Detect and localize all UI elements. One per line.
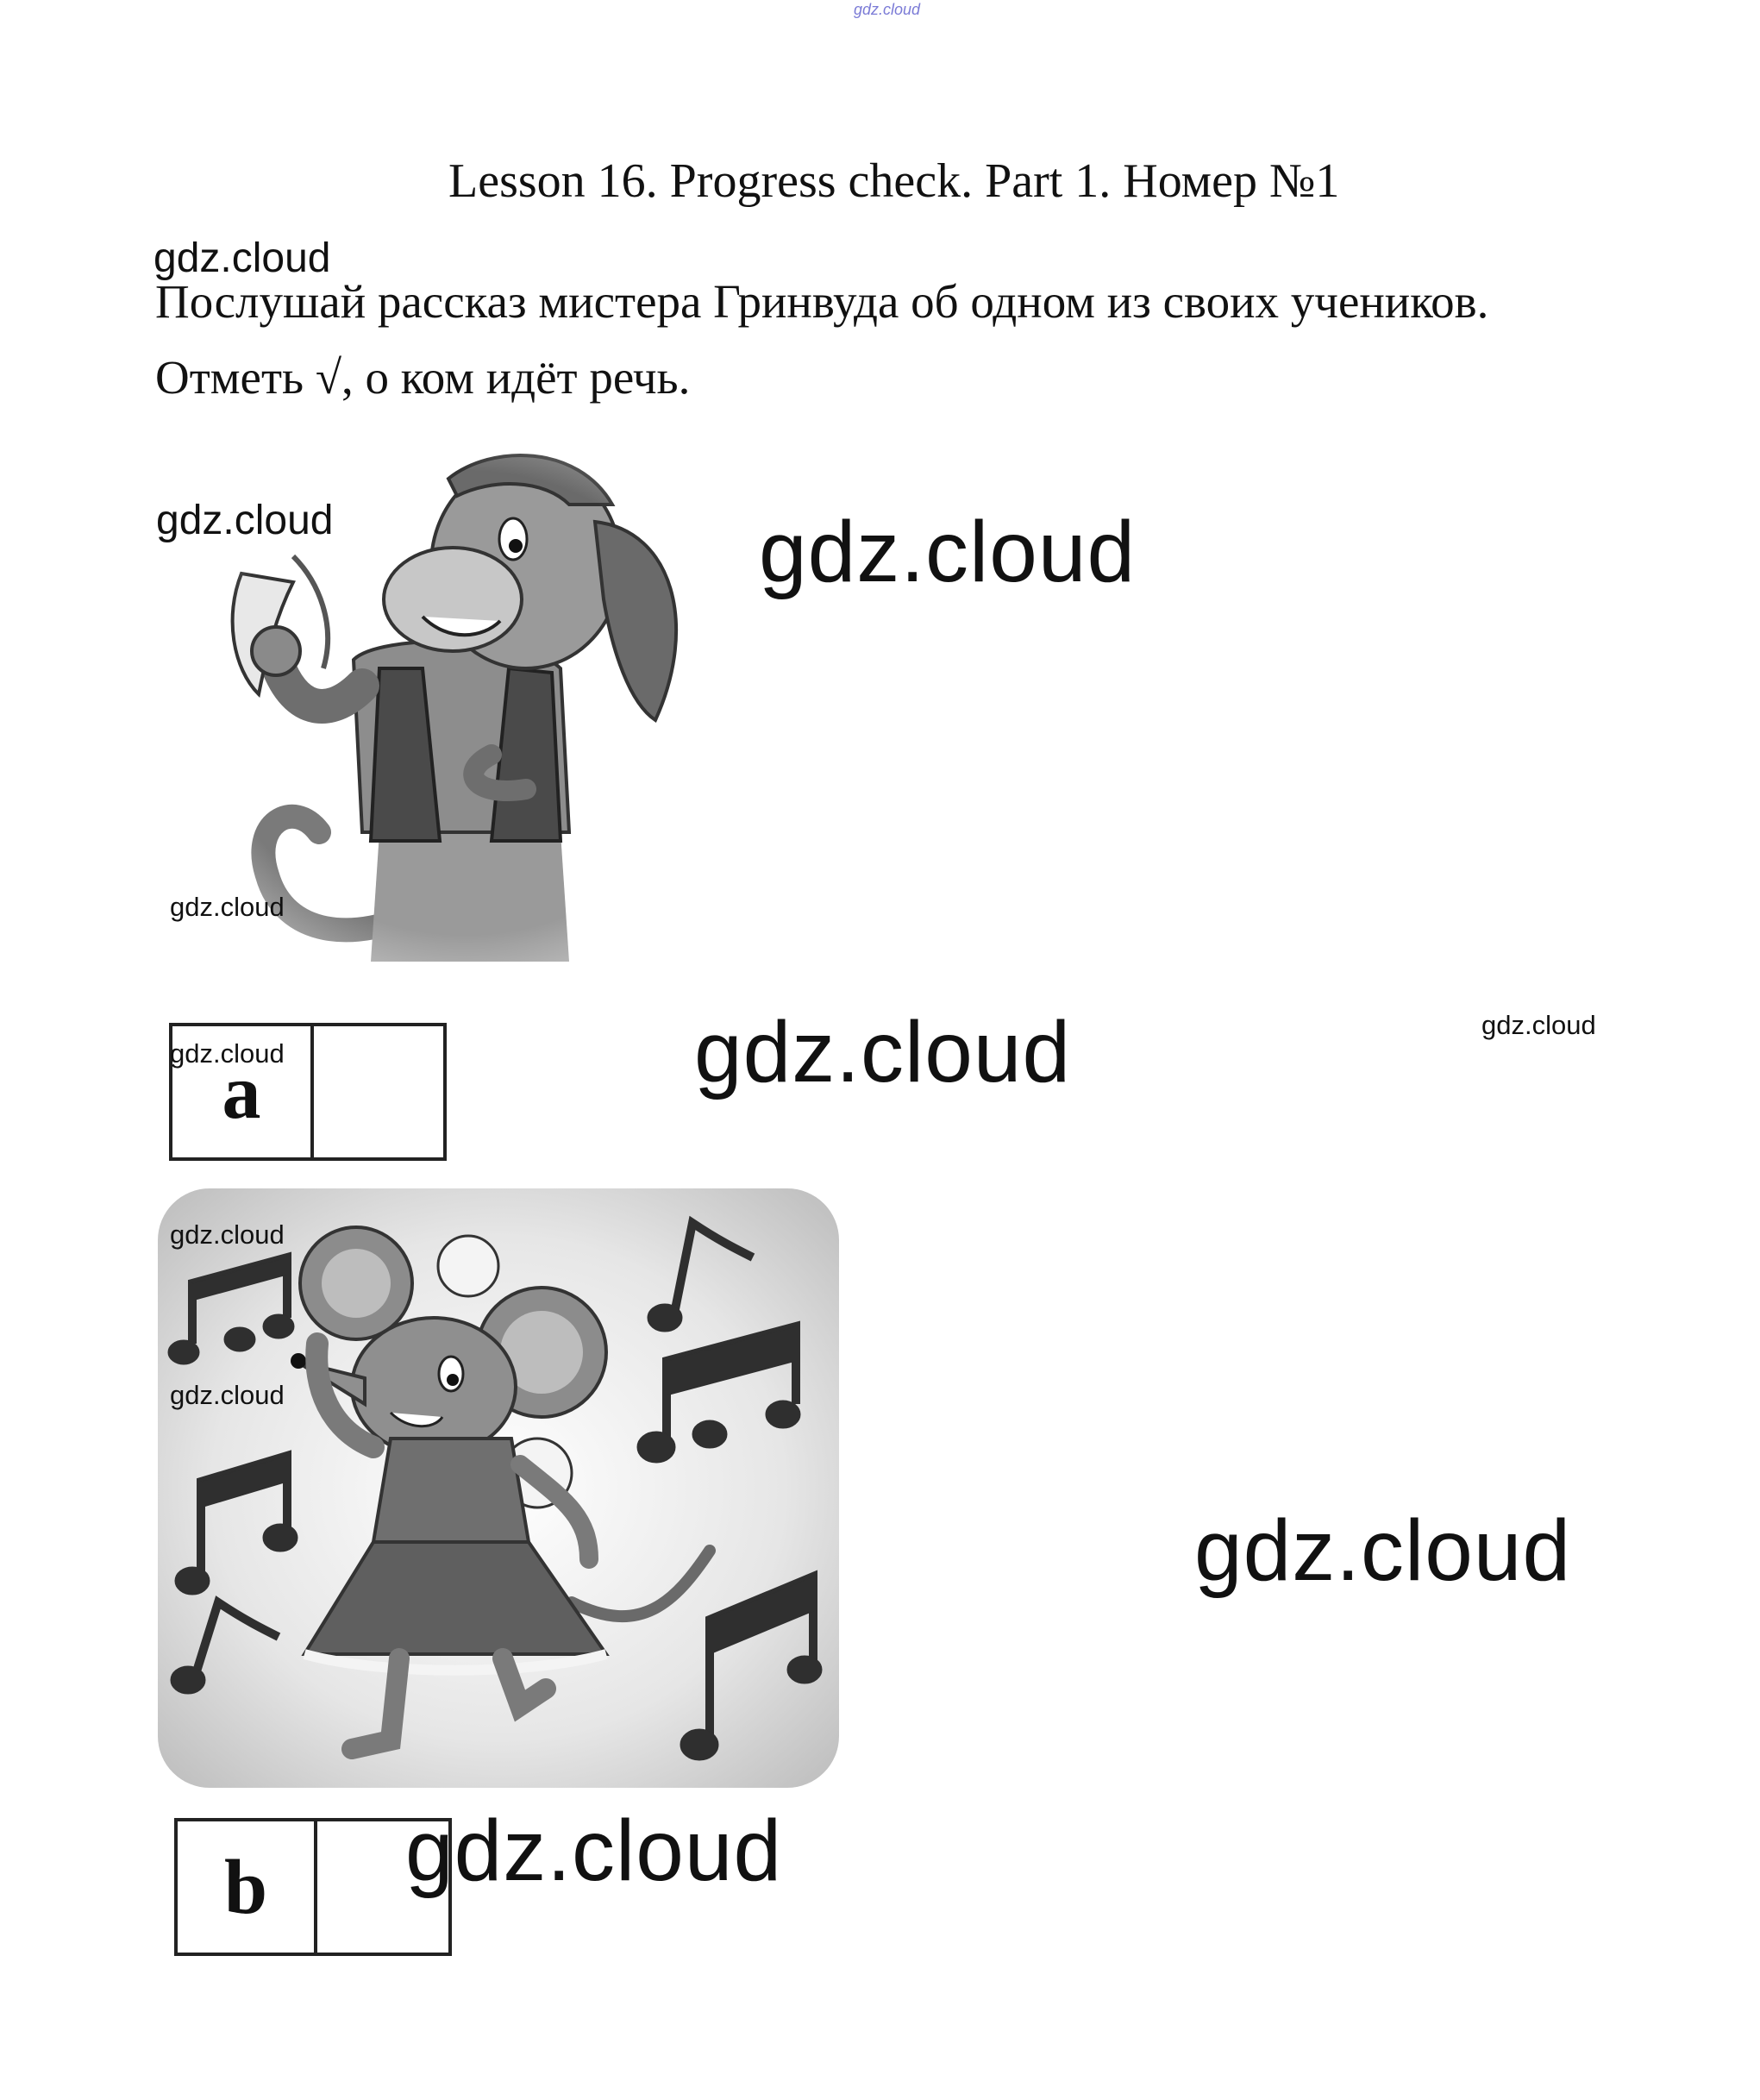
dancing-mouse-music-notes-icon	[158, 1188, 839, 1788]
instruction-line-2: Отметь √, о ком идёт речь.	[155, 351, 691, 404]
watermark: gdz.cloud	[170, 1038, 285, 1069]
watermark: gdz.cloud	[694, 1004, 1072, 1100]
watermark: gdz.cloud	[405, 1802, 783, 1899]
header-watermark: gdz.cloud	[854, 1, 921, 18]
watermark: gdz.cloud	[170, 892, 285, 922]
watermark: gdz.cloud	[1194, 1502, 1572, 1599]
watermark: gdz.cloud	[153, 235, 331, 281]
checkbox-a[interactable]	[314, 1026, 443, 1157]
page-title: Lesson 16. Progress check. Part 1. Номер №1	[448, 154, 1340, 208]
option-letter-b: b	[178, 1821, 317, 1953]
watermark: gdz.cloud	[1481, 1010, 1596, 1040]
instruction-line-1: Послушай рассказ мистера Гринвуда об одном из своих учеников.	[155, 275, 1489, 328]
watermark: gdz.cloud	[170, 1380, 285, 1410]
watermark: gdz.cloud	[156, 498, 334, 543]
watermark: gdz.cloud	[170, 1219, 285, 1250]
watermark: gdz.cloud	[759, 504, 1137, 600]
option-letter-a: a	[172, 1026, 314, 1157]
